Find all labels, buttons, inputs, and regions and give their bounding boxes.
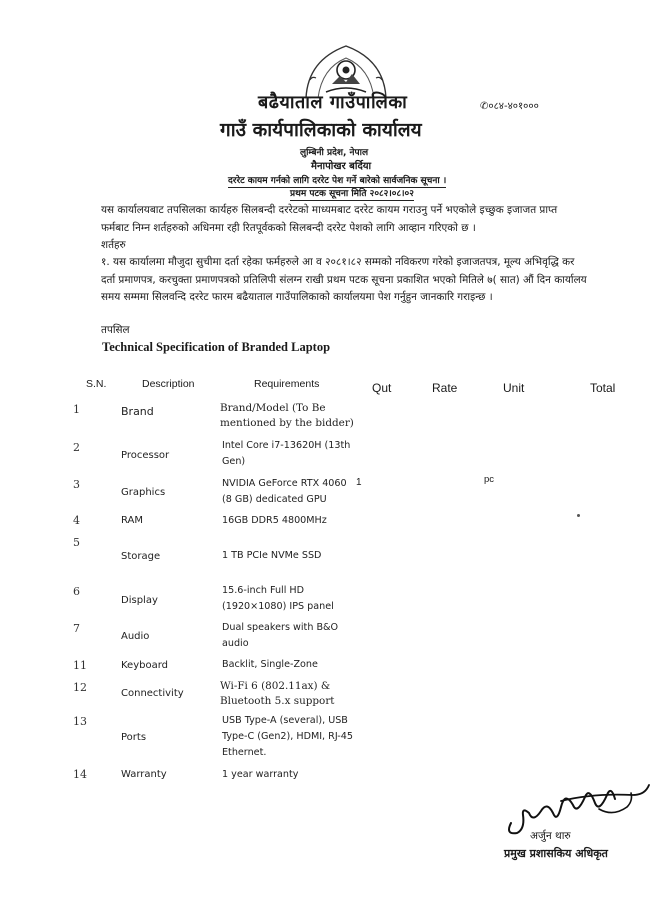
row-description: Connectivity xyxy=(121,688,184,699)
row-sn: 1 xyxy=(73,403,80,416)
row-requirements: Wi-Fi 6 (802.11ax) & Bluetooth 5.x support xyxy=(220,680,335,707)
row-description: Display xyxy=(121,595,158,606)
first-notice-date: प्रथम पटक सूचना मिति २०८२।०८।०२ xyxy=(290,186,414,201)
row-description: Brand xyxy=(121,405,154,418)
row-sn: 13 xyxy=(73,715,87,728)
row-description: Warranty xyxy=(121,769,167,780)
row-description: Storage xyxy=(121,551,161,562)
row-description: Processor xyxy=(121,450,170,461)
condition-1: १. यस कार्यालमा मौजुदा सुचीमा दर्ता रहेका फर्महरुले आ व २०८१।८२ सम्मको नविकरण गरेको इजाजतपत्र, मूल्य अभिवृद्धि कर दर्ता प्रमाणपत्र, करचुक्ता प्रमाणपत्रको प्रतिलिपी संलग्न राखी प्रथम पटक सूचना प्रकाशित भएको मितिले ७( सात) औं दिन कार्यालय समय सम्ममा सिलवन्दि दररेट फारम बढैयाताल गाउँपालिकाको कार्यालयमा पेश गर्नुहुन जानकारि गराइन्छ । xyxy=(101,256,587,303)
row-requirements: USB Type-A (several), USB Type-C (Gen2), HDMI, RJ-45 Ethernet. xyxy=(222,715,353,758)
quantity-value: 1 xyxy=(356,477,362,488)
row-requirements: 15.6-inch Full HD (1920×1080) IPS panel xyxy=(222,585,334,612)
signer-title: प्रमुख प्रशासकिय अधिकृत xyxy=(504,847,608,860)
row-description: Audio xyxy=(121,631,150,642)
row-description: Graphics xyxy=(121,487,166,498)
row-sn: 12 xyxy=(73,681,87,694)
intro-paragraph: यस कार्यालयबाट तपसिलका कार्यहरु सिलबन्दी दररेटको माध्यमबाट दररेट कायम गराउनु पर्ने भएकोले इच्छुक इजाजत प्राप्त फर्मबाट निम्न शर्तहरुको अधिनमा रही रितपूर्वकको सिलबन्दी दररेट पेशको लागि आव्हान गरिएको छ । xyxy=(101,204,558,234)
header-unit: Unit xyxy=(503,381,525,395)
row-requirements: Dual speakers with B&O audio xyxy=(222,622,339,649)
unit-value: pc xyxy=(484,474,495,485)
row-requirements: 1 TB PCIe NVMe SSD xyxy=(222,550,322,561)
row-sn: 3 xyxy=(73,478,80,491)
org-name: बढैयाताल गाउँपालिका xyxy=(258,92,408,113)
row-description: Ports xyxy=(121,732,147,743)
header-description: Description xyxy=(142,378,195,390)
signer-name: अर्जुन थारु xyxy=(530,830,571,842)
row-sn: 7 xyxy=(73,622,80,635)
stray-mark xyxy=(577,514,580,517)
row-requirements: Intel Core i7-13620H (13th Gen) xyxy=(222,440,351,467)
row-sn: 5 xyxy=(73,536,80,549)
phone-number: ✆०८४-४०१००० xyxy=(480,101,539,112)
row-sn: 4 xyxy=(73,514,80,527)
province-line: लुम्बिनी प्रदेश, नेपाल xyxy=(300,148,369,158)
row-description: Keyboard xyxy=(121,660,169,671)
district-line: मैनापोखर बर्दिया xyxy=(311,161,372,172)
row-sn: 6 xyxy=(73,585,80,598)
row-requirements: 16GB DDR5 4800MHz xyxy=(222,515,327,526)
spec-title: Technical Specification of Branded Laptop xyxy=(102,340,331,354)
row-sn: 2 xyxy=(73,441,80,454)
header-total: Total xyxy=(590,381,616,395)
row-sn: 11 xyxy=(73,659,87,672)
conditions-heading: शर्तहरु xyxy=(101,239,126,251)
row-sn: 14 xyxy=(73,768,87,781)
notice-title: दररेट कायम गर्नको लागि दररेट पेश गर्ने बारेको सार्वजनिक सूचना । xyxy=(228,173,446,188)
signature-mark xyxy=(503,783,653,843)
row-requirements: Backlit, Single-Zone xyxy=(222,659,318,670)
header-qty: Qut xyxy=(372,381,392,395)
header-rate: Rate xyxy=(432,381,458,395)
header-requirements: Requirements xyxy=(254,378,320,390)
row-requirements: Brand/Model (To Be mentioned by the bidder) xyxy=(220,402,354,429)
office-title: गाउँ कार्यपालिकाको कार्यालय xyxy=(220,119,422,141)
row-requirements: NVIDIA GeForce RTX 4060 (8 GB) dedicated GPU xyxy=(222,478,347,505)
row-description: RAM xyxy=(121,515,144,526)
row-requirements: 1 year warranty xyxy=(222,769,299,780)
annex-label: तपसिल xyxy=(101,324,130,336)
header-sn: S.N. xyxy=(86,378,107,390)
